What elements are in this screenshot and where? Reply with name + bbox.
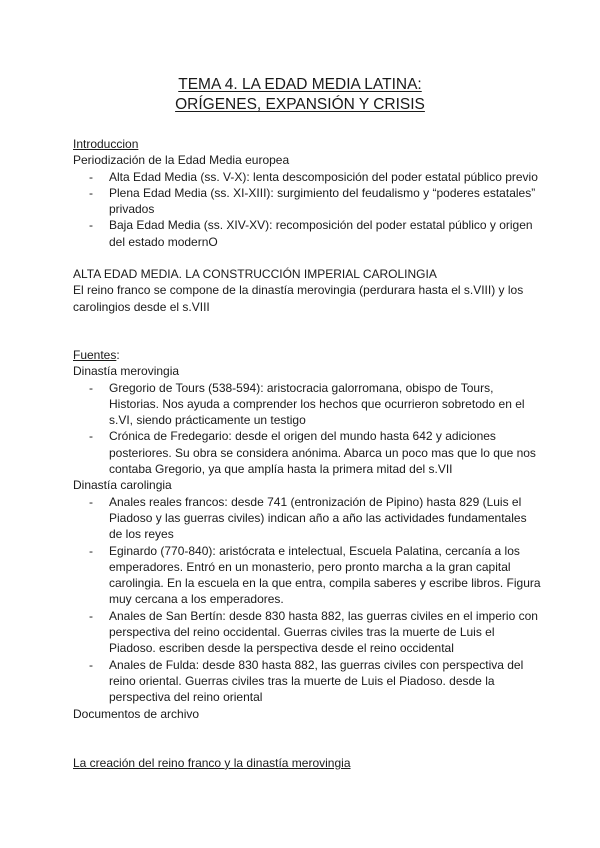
list-item: - Anales reales francos: desde 741 (entronización de Pipino) hasta 829 (Luis el Piadoso y las guerras civiles) indican año a año las actividades fundamentales de los reyes [73,494,543,543]
spacer [73,250,543,266]
carolingia-heading: Dinastía carolingia [73,478,172,493]
fuentes-heading-colon: : [116,347,120,362]
spacer [73,315,543,347]
fuentes-heading-text: Fuentes [73,347,117,362]
carolingia-sources-list [73,494,543,706]
archivo-heading: Documentos de archivo [73,706,200,721]
fuentes-heading [73,347,543,363]
title-line-1: TEMA 4. LA EDAD MEDIA LATINA: [178,76,422,93]
document-body [73,136,543,771]
paragraph: El reino franco se compone de la dinastía merovingia (perdurara hasta el s.VIII) y los carolingios desde el s.VIII [73,283,524,314]
intro-subheading: Periodización de la Edad Media europea [73,153,290,168]
merovingia-sources-list [73,380,543,478]
title-line-2: ORÍGENES, EXPANSIÓN Y CRISIS [175,96,425,113]
list-item: - Eginardo (770-840): aristócrata e intelectual, Escuela Palatina, cercanía a los emperadores. Entró en un monasterio, pero pronto marcha a la gran capital carolingia. En la escuela en la que entra, compila saberes y escribe libros. Figura muy cercana a los emperadores. [73,543,543,608]
list-item: - Alta Edad Media (ss. V-X): lenta descomposición del poder estatal público previo [73,169,543,185]
list-item: - Baja Edad Media (ss. XIV-XV): recomposición del poder estatal público y origen del estado modernO [73,217,543,250]
list-item: - Gregorio de Tours (538-594): aristocracia galorromana, obispo de Tours, Historias. Nos ayuda a comprender los hechos que ocurrieron sobretodo en el s.VI, siendo prácticamente un testigo [73,380,543,429]
section-heading-reino-franco: La creación del reino franco y la dinastía merovingia [73,755,351,770]
list-item: - Anales de Fulda: desde 830 hasta 882, las guerras civiles con perspectiva del reino oriental. Guerras civiles tras la muerte de Luis el Piadoso. desde la perspectiva del reino oriental [73,657,543,706]
list-item: - Plena Edad Media (ss. XI-XIII): surgimiento del feudalismo y “poderes estatales” privados [73,185,543,218]
spacer [73,722,543,755]
periodization-list [73,169,543,250]
intro-heading: Introduccion [73,137,139,151]
merovingia-heading: Dinastía merovingia [73,364,180,379]
list-item: - Crónica de Fredegario: desde el origen del mundo hasta 642 y adiciones posteriores. Su obra se considera anónima. Abarca un poco mas que lo que nos contaba Gregorio, ya que amplía hasta la primera mitad del s.VII [73,428,543,477]
list-item: - Anales de San Bertín: desde 830 hasta 882, las guerras civiles en el imperio con perspectiva del reino occidental. Guerras civiles tras la muerte de Luis el Piadoso. escriben desde la perspectiva desde el reino occidental [73,608,543,657]
section-heading-alta-edad-media: ALTA EDAD MEDIA. LA CONSTRUCCIÓN IMPERIAL CAROLINGIA [73,267,437,282]
